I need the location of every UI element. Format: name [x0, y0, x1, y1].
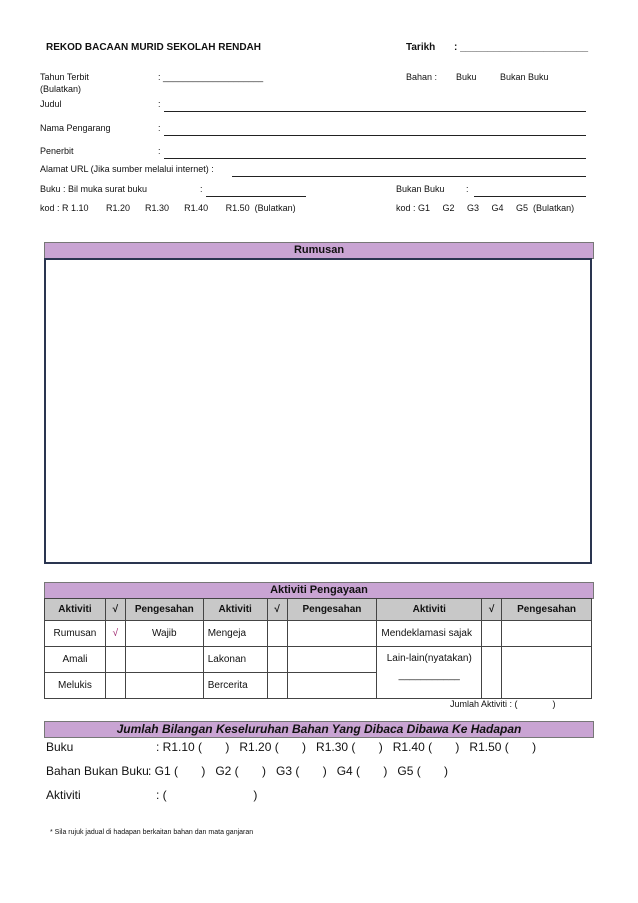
activity-other-field[interactable]: ___________ — [398, 670, 460, 681]
material-option-book[interactable]: Buku — [456, 72, 477, 82]
author-label: Nama Pengarang — [40, 123, 111, 133]
tick-cell[interactable] — [482, 647, 502, 699]
publisher-label: Penerbit — [40, 146, 74, 156]
totals-book-values[interactable]: : R1.10 ( ) R1.20 ( ) R1.30 ( ) R1.40 ( ) R1.50 ( ) — [156, 740, 537, 754]
activity-cell: Amali — [45, 647, 106, 673]
activity-cell: Melukis — [45, 673, 106, 699]
book-pages-colon: : — [200, 184, 203, 194]
col-header: Aktiviti — [45, 599, 106, 621]
publisher-field[interactable] — [164, 146, 586, 164]
col-header: Aktiviti — [203, 599, 267, 621]
totals-activity-values[interactable]: : ( ) — [156, 788, 258, 802]
nonbook-colon: : — [466, 184, 469, 194]
url-label: Alamat URL (Jika sumber melalui internet) : — [40, 164, 214, 174]
table-header-row — [45, 599, 592, 621]
tick-cell[interactable] — [267, 621, 287, 647]
summary-header: Rumusan — [44, 242, 594, 259]
totals-nonbook-values[interactable]: : G1 ( ) G2 ( ) G3 ( ) G4 ( ) G5 ( ) — [148, 764, 449, 778]
totals-activity-label: Aktiviti — [46, 788, 81, 802]
tick-cell[interactable] — [105, 647, 125, 673]
activities-header: Aktiviti Pengayaan — [44, 582, 594, 599]
title-colon: : — [158, 99, 161, 109]
activity-total[interactable]: Jumlah Aktiviti : ( ) — [450, 699, 556, 709]
nonbook-codes[interactable]: kod : G1 G2 G3 G4 G5 (Bulatkan) — [396, 203, 575, 213]
col-header: Pengesahan — [125, 599, 203, 621]
col-header: √ — [267, 599, 287, 621]
material-label: Bahan : — [406, 72, 438, 82]
verify-cell[interactable] — [502, 621, 592, 647]
col-header: Pengesahan — [287, 599, 377, 621]
totals-nonbook-label: Bahan Bukan Buku — [46, 764, 149, 778]
nonbook-field[interactable] — [474, 184, 586, 202]
book-pages-label: Buku : Bil muka surat buku — [40, 184, 148, 194]
material-option-nonbook[interactable]: Bukan Buku — [500, 72, 549, 82]
activity-other-cell — [377, 647, 482, 699]
verify-cell[interactable] — [502, 647, 592, 699]
activity-cell: Bercerita — [203, 673, 267, 699]
date-field[interactable]: : _______________________ — [454, 42, 589, 53]
verify-cell[interactable] — [287, 621, 377, 647]
verify-cell[interactable] — [125, 647, 203, 673]
activity-cell: Mengeja — [203, 621, 267, 647]
author-colon: : — [158, 123, 161, 133]
verify-cell[interactable] — [125, 673, 203, 699]
url-field[interactable] — [232, 164, 586, 182]
book-codes[interactable]: kod : R 1.10 R1.20 R1.30 R1.40 R1.50 (Bulatkan) — [40, 203, 296, 213]
author-field[interactable] — [164, 123, 586, 141]
totals-book-label: Buku — [46, 740, 74, 754]
activity-other-label: Lain-lain(nyatakan) — [386, 653, 472, 664]
date-label: Tarikh — [406, 42, 436, 53]
year-field[interactable]: : ____________________ — [158, 72, 264, 82]
col-header: √ — [105, 599, 125, 621]
publisher-colon: : — [158, 146, 161, 156]
activities-table — [44, 598, 592, 699]
footnote: * Sila rujuk jadual di hadapan berkaitan bahan dan mata ganjaran — [50, 829, 254, 836]
col-header: √ — [482, 599, 502, 621]
totals-header: Jumlah Bilangan Keseluruhan Bahan Yang Dibaca Dibawa Ke Hadapan — [44, 721, 594, 738]
nonbook-label: Bukan Buku — [396, 184, 445, 194]
tick-cell[interactable] — [267, 673, 287, 699]
verify-cell[interactable] — [287, 673, 377, 699]
table-row — [45, 647, 592, 673]
tick-cell[interactable] — [267, 647, 287, 673]
verify-cell[interactable]: Wajib — [125, 621, 203, 647]
table-row — [45, 621, 592, 647]
title-label: Judul — [40, 99, 62, 109]
col-header: Pengesahan — [502, 599, 592, 621]
title-field[interactable] — [164, 99, 586, 117]
activity-cell: Rumusan — [45, 621, 106, 647]
verify-cell[interactable] — [287, 647, 377, 673]
activity-cell: Mendeklamasi sajak — [377, 621, 482, 647]
tick-cell[interactable]: √ — [105, 621, 125, 647]
book-pages-field[interactable] — [206, 184, 306, 202]
summary-writing-area[interactable] — [44, 258, 592, 564]
tick-cell[interactable] — [105, 673, 125, 699]
form-title: REKOD BACAAN MURID SEKOLAH RENDAH — [46, 42, 261, 53]
activity-cell: Lakonan — [203, 647, 267, 673]
year-sublabel: (Bulatkan) — [40, 84, 82, 94]
tick-cell[interactable] — [482, 621, 502, 647]
year-label: Tahun Terbit — [40, 72, 89, 82]
col-header: Aktiviti — [377, 599, 482, 621]
